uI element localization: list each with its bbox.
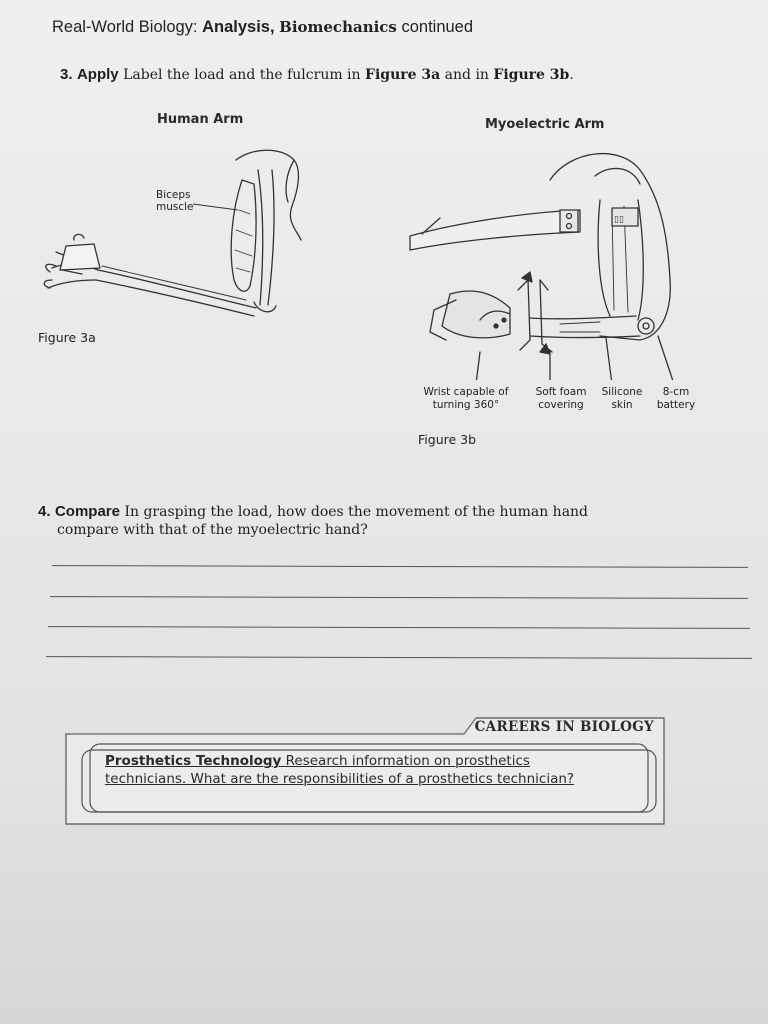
header-prefix: Real-World Biology:	[52, 18, 203, 36]
careers-text-line2: technicians. What are the responsibilities of a prosthetics technician?	[105, 771, 575, 787]
question-4-text-line1: In grasping the load, how does the movement of the human hand	[120, 504, 589, 520]
question-3-text-b: and in	[440, 67, 494, 83]
answer-line-4[interactable]	[46, 656, 752, 659]
header-serif-bold: Biomechanics	[279, 18, 397, 36]
biceps-label-1: Biceps	[156, 189, 191, 201]
answer-line-2[interactable]	[50, 596, 748, 599]
question-3-verb: Apply	[76, 66, 119, 83]
careers-topic: Prosthetics Technology	[105, 753, 282, 769]
label-battery-line2: battery	[656, 399, 696, 411]
label-soft-foam-line2: covering	[538, 399, 584, 411]
figure-3a-caption: Figure 3a	[38, 330, 96, 345]
myoelectric-arm-illustration	[400, 140, 700, 380]
question-3-fig-b: Figure 3b	[493, 67, 570, 83]
careers-prompt	[105, 752, 645, 788]
label-wrist-line1: Wrist capable of	[423, 386, 509, 398]
question-4-line1	[38, 503, 598, 521]
question-3-text-a: Label the load and the fulcrum in	[118, 67, 366, 83]
label-silicone-line1: Silicone	[601, 386, 643, 398]
svg-text:▯▯: ▯▯	[614, 215, 624, 225]
label-soft-foam-line1: Soft foam	[535, 386, 587, 398]
label-silicone-line2: skin	[611, 399, 633, 411]
answer-line-3[interactable]	[48, 626, 750, 629]
question-3-text-c: .	[569, 67, 574, 83]
question-4-number: 4.	[38, 503, 51, 520]
label-battery	[652, 386, 700, 412]
human-arm-illustration	[36, 140, 336, 330]
page-header	[52, 18, 473, 37]
header-suffix: continued	[396, 18, 474, 36]
careers-title: CAREERS IN BIOLOGY	[474, 719, 654, 735]
label-silicone	[596, 386, 648, 412]
question-4-verb: Compare	[54, 503, 120, 520]
question-4	[38, 503, 598, 539]
answer-line-1[interactable]	[52, 565, 748, 568]
figure-3a-title: Human Arm	[157, 112, 244, 127]
careers-text-line1: Research information on prosthetics	[281, 753, 530, 769]
question-4-text-line2: compare with that of the myoelectric hand?	[57, 522, 368, 538]
label-battery-line1: 8-cm	[662, 386, 690, 398]
figure-3b-caption: Figure 3b	[418, 432, 477, 447]
biceps-pointer	[193, 204, 238, 210]
biceps-label-2: muscle	[156, 201, 194, 213]
question-3-fig-a: Figure 3a	[365, 67, 441, 83]
header-bold: Analysis,	[202, 18, 280, 36]
label-wrist	[420, 386, 512, 412]
question-3	[60, 66, 574, 83]
label-wrist-line2: turning 360°	[432, 399, 500, 411]
figure-3b-title: Myoelectric Arm	[485, 117, 605, 132]
question-3-number: 3.	[60, 66, 73, 83]
label-soft-foam	[530, 386, 592, 412]
